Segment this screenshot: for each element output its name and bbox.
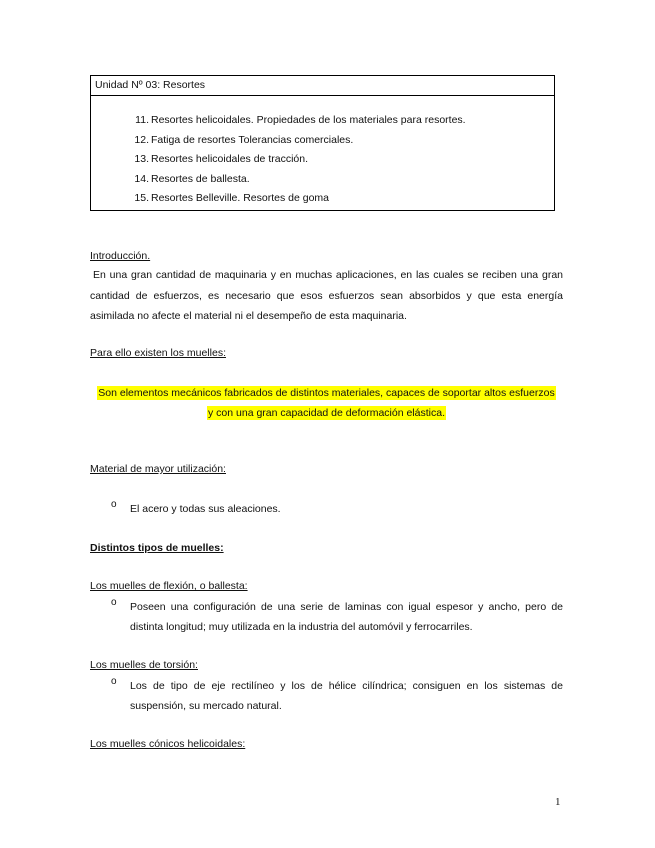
flexion-line: distinta longitud; muy utilizada en la industria del automóvil y ferrocarriles. xyxy=(130,621,473,633)
topic-number: 15. xyxy=(134,192,149,204)
material-heading: Material de mayor utilización: xyxy=(90,463,226,475)
flexion-line: Poseen una configuración de una serie de laminas con igual espesor y ancho, pero de xyxy=(130,601,563,613)
torsion-heading: Los muelles de torsión: xyxy=(90,659,198,671)
intro-line: En una gran cantidad de maquinaria y en muchas aplicaciones, en las cuales se reciben una gran xyxy=(93,269,563,281)
topic-number: 14. xyxy=(134,172,149,185)
topic-text: Resortes helicoidales. Propiedades de los materiales para resortes. xyxy=(151,114,466,126)
bullet-marker: o xyxy=(111,676,117,687)
material-item-text: El acero y todas sus aleaciones. xyxy=(130,503,281,515)
definition-line: Son elementos mecánicos fabricados de distintos materiales, capaces de soportar altos esfuerzos xyxy=(98,387,555,399)
intro-heading-block xyxy=(90,250,563,262)
tipos-heading: Distintos tipos de muelles: xyxy=(90,542,224,554)
bullet-marker: o xyxy=(111,597,117,608)
topic-number: 13. xyxy=(134,153,149,165)
material-heading-block xyxy=(90,463,563,475)
tipos-heading-block xyxy=(90,542,563,554)
intro-heading: Introducción. xyxy=(90,250,151,262)
flexion-heading-block xyxy=(90,580,563,592)
conicos-heading-block xyxy=(90,738,563,750)
definition-line: y con una gran capacidad de deformación elástica. xyxy=(208,407,445,419)
intro-paragraph xyxy=(90,265,563,327)
intro-line: asimilada no afecte el material ni el desempeño de esta maquinaria. xyxy=(90,310,407,322)
topic-number: 11. xyxy=(135,114,149,126)
muelles-definition xyxy=(90,383,563,423)
page-number: 1 xyxy=(555,796,561,808)
bullet-marker: o xyxy=(111,499,117,510)
muelles-heading: Para ello existen los muelles: xyxy=(90,347,226,359)
conicos-heading: Los muelles cónicos helicoidales: xyxy=(90,738,246,750)
topic-number: 12. xyxy=(134,133,149,146)
flexion-heading: Los muelles de flexión, o ballesta: xyxy=(90,580,248,592)
topic-text: Resortes Belleville. Resortes de goma xyxy=(151,192,329,204)
topic-text: Fatiga de resortes Tolerancias comerciales. xyxy=(151,133,354,146)
topic-text: Resortes de ballesta. xyxy=(151,172,250,185)
unit-table xyxy=(90,75,555,211)
topic-text: Resortes helicoidales de tracción. xyxy=(151,153,308,165)
torsion-line: suspensión, su mercado natural. xyxy=(130,700,282,712)
torsion-line: Los de tipo de eje rectilíneo y los de hélice cilíndrica; consiguen en los sistemas de xyxy=(130,680,563,692)
intro-line: cantidad de esfuerzos, es necesario que esos esfuerzos sean absorbidos y que esta energía xyxy=(90,289,563,302)
unit-title: Unidad Nº 03: Resortes xyxy=(91,76,554,96)
muelles-heading-block xyxy=(90,347,563,359)
torsion-heading-block xyxy=(90,659,563,671)
